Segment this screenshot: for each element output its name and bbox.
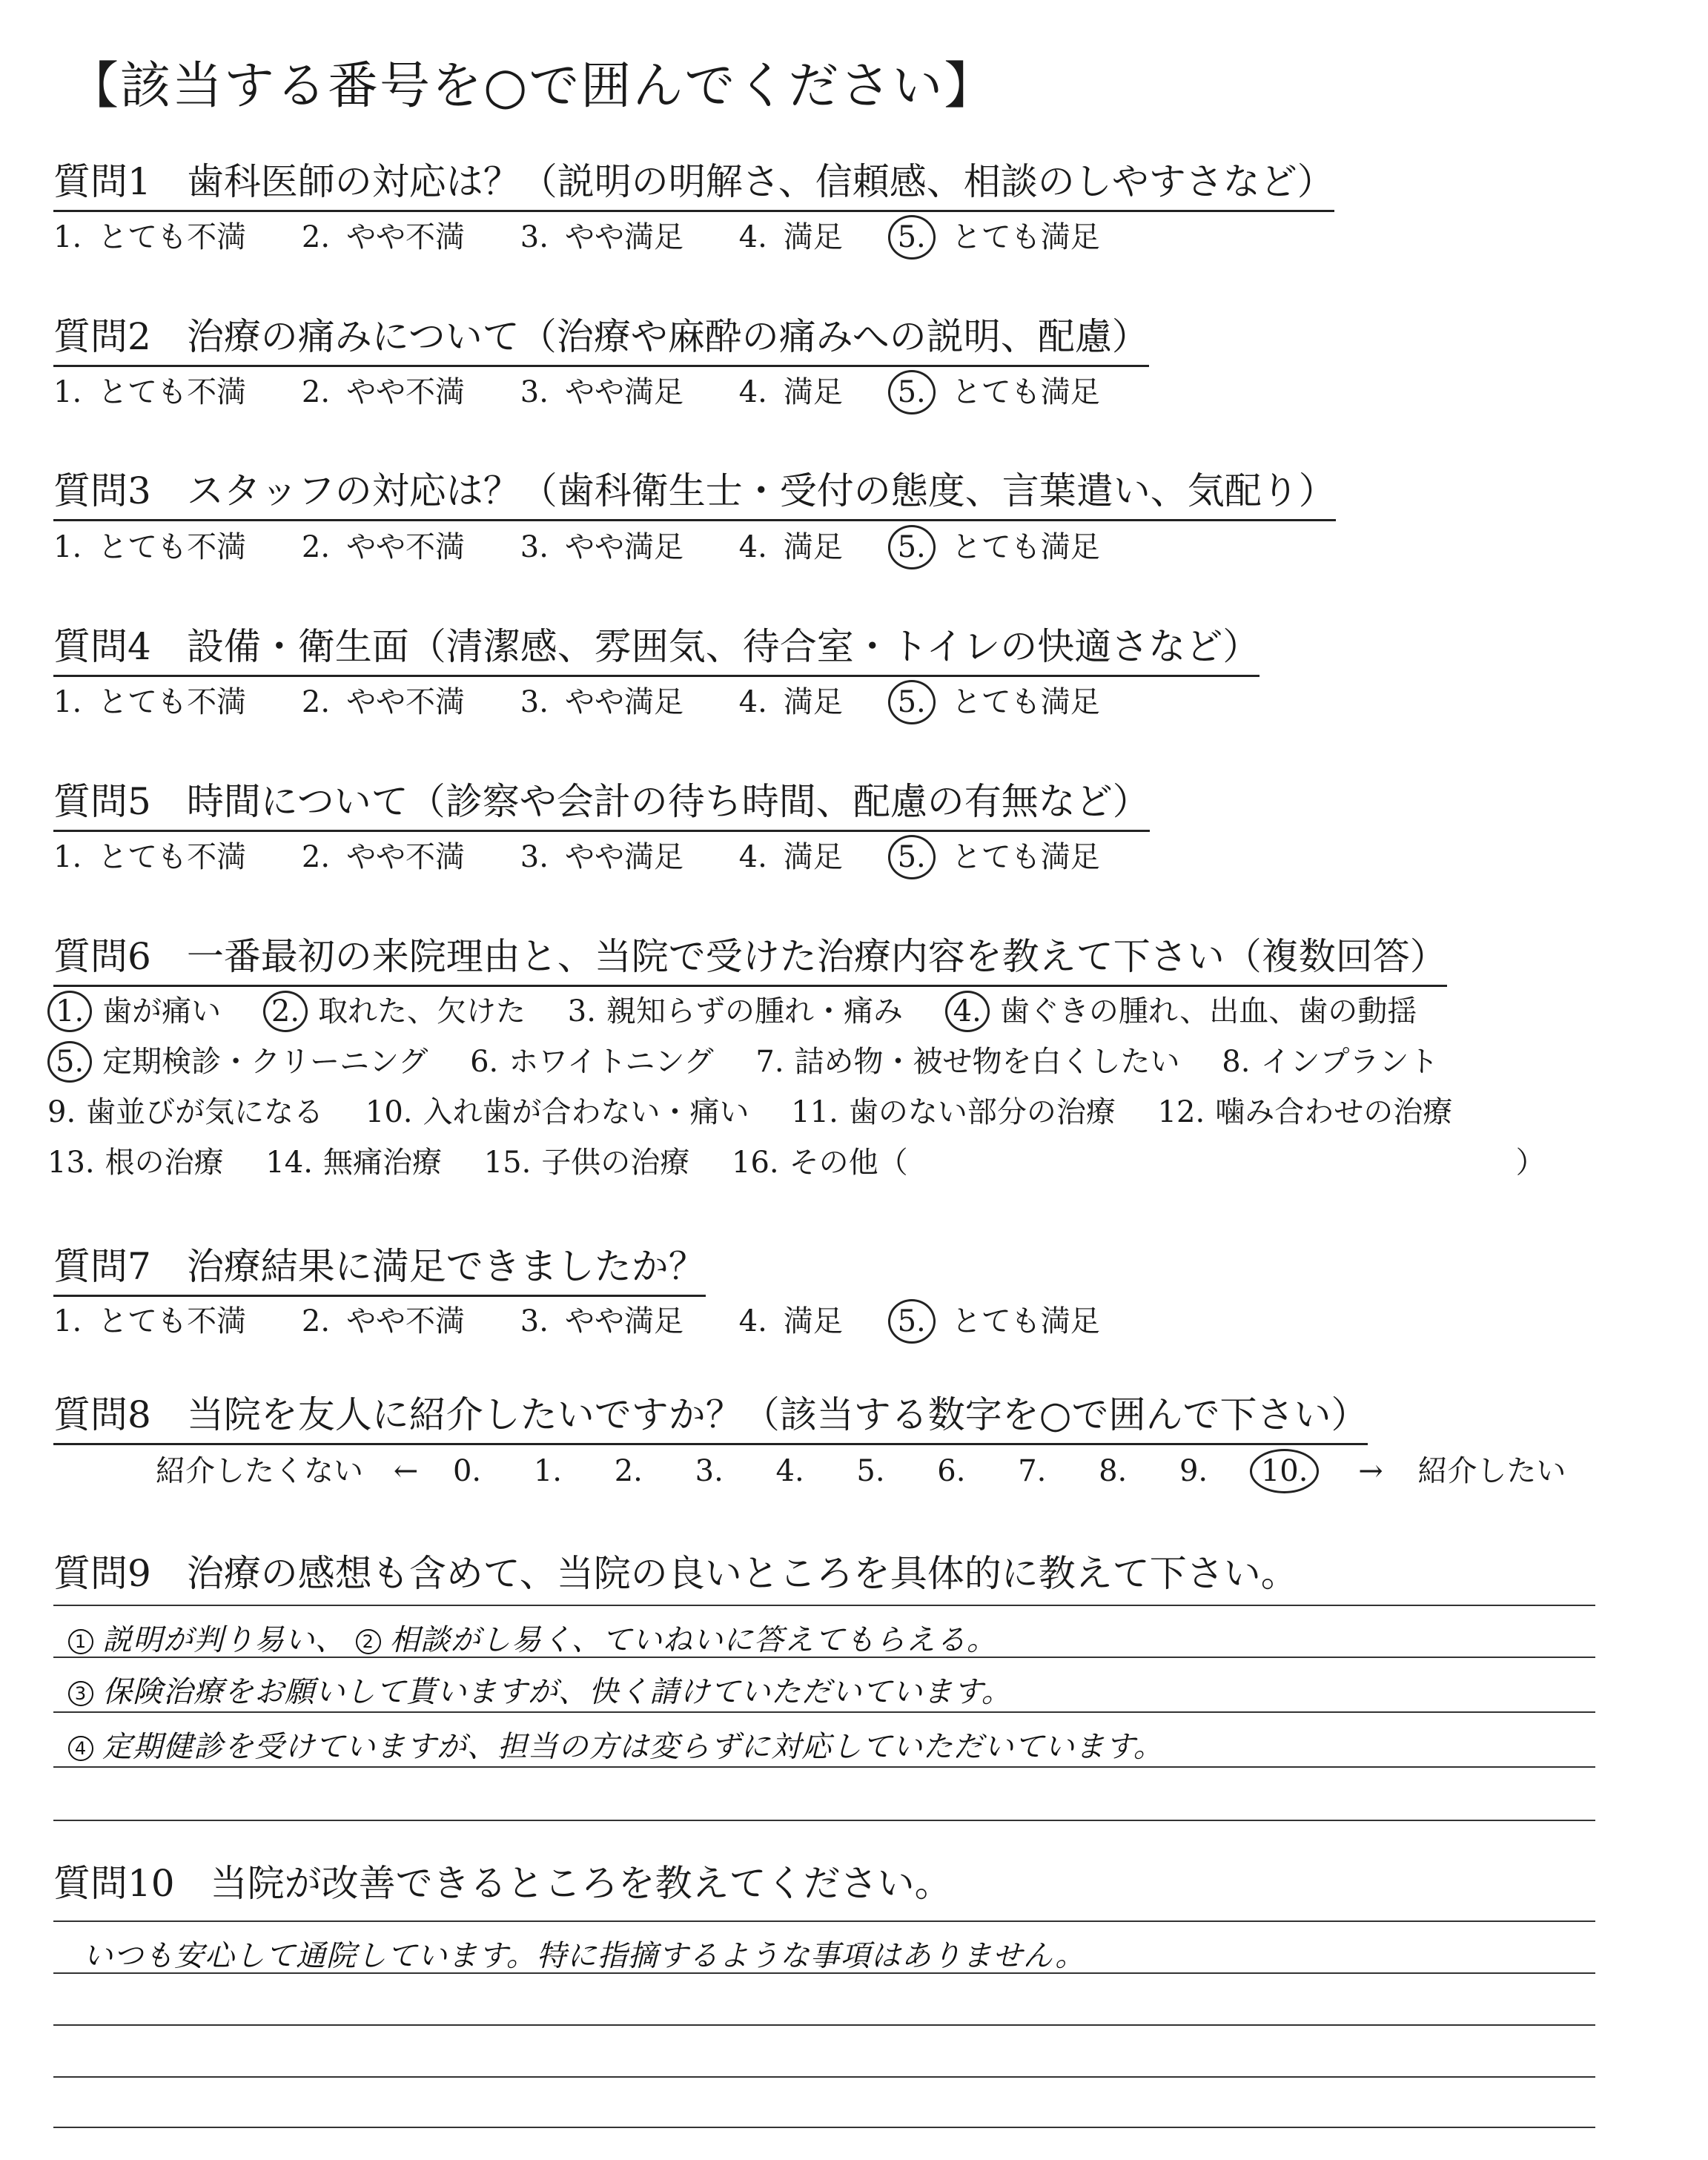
q7-option-3[interactable]: 3. やや満足 [520,1304,683,1338]
q2-option-2[interactable]: 2. やや不満 [301,375,466,409]
question-4-heading [53,617,1260,677]
q8-scale-2[interactable]: 2. [614,1454,643,1488]
q1-option-3[interactable]: 3. やや満足 [520,220,683,254]
question-8-text: 当院を友人に紹介したいですか？（該当する数字を○で囲んで下さい） [186,1393,1368,1436]
question-8-number: 質問8 [53,1393,151,1436]
question-1-choices [53,214,1146,260]
q5-option-1[interactable]: 1. とても不満 [53,840,247,874]
q9-answer-line-2[interactable]: 3 保険治療をお願いして貰いますが、快く請けていただいています。 [68,1668,1012,1711]
page-title: 【該当する番号を○で囲んでください】 [68,57,996,116]
question-10-text: 当院が改善できるところを教えてください。 [210,1862,952,1905]
q6-option-14[interactable]: 14. 無痛治療 [265,1146,442,1180]
q8-scale-0[interactable]: 0. [452,1454,482,1488]
q9-ruled-line [53,1766,1595,1768]
q2-option-1[interactable]: 1. とても不満 [53,375,247,409]
question-1-heading [53,152,1334,212]
q4-option-3[interactable]: 3. やや満足 [520,685,683,719]
q8-scale-8[interactable]: 8. [1099,1454,1128,1488]
q4-option-2[interactable]: 2. やや不満 [301,685,466,719]
q6-close-paren: ） [1515,1146,1546,1180]
q8-scale-9[interactable]: 9. [1179,1454,1208,1488]
q4-option-1[interactable]: 1. とても不満 [53,685,247,719]
q6-option-13[interactable]: 13. 根の治療 [47,1146,224,1180]
q8-scale-7[interactable]: 7. [1018,1454,1047,1488]
question-7-text: 治療結果に満足できましたか？ [186,1245,706,1288]
left-arrow-icon: ← [393,1454,419,1488]
q5-option-3[interactable]: 3. やや満足 [520,840,683,874]
q3-option-1[interactable]: 1. とても不満 [53,530,247,564]
q5-option-4[interactable]: 4. 満足 [738,840,843,874]
question-2-text: 治療の痛みについて（治療や麻酔の痛みへの説明、配慮） [186,315,1149,358]
q10-ruled-line [53,1920,1595,1922]
q1-option-1[interactable]: 1. とても不満 [53,220,247,254]
q7-option-5-selected[interactable]: 5. とても満足 [898,1298,1100,1344]
q9-mark-1: 1 [68,1629,93,1654]
q9-ruled-line [53,1711,1595,1713]
q6-row-1 [47,988,1449,1032]
q5-option-2[interactable]: 2. やや不満 [301,840,466,874]
q8-scale-3[interactable]: 3. [695,1454,724,1488]
q4-option-5-selected[interactable]: 5. とても満足 [898,678,1100,724]
right-arrow-icon: → [1358,1454,1383,1488]
q1-option-4[interactable]: 4. 満足 [738,220,843,254]
question-5-number: 質問5 [53,780,151,823]
q9-mark-4: 4 [68,1736,93,1761]
question-6-number: 質問6 [53,935,151,978]
q6-option-2-selected[interactable]: 2. 取れた、欠けた [263,988,526,1032]
question-7-number: 質問7 [53,1245,151,1288]
question-7-choices [53,1298,1146,1344]
question-5-heading [53,772,1150,832]
question-2-number: 質問2 [53,315,151,358]
q3-option-5-selected[interactable]: 5. とても満足 [898,524,1100,569]
question-10-number: 質問10 [53,1862,175,1905]
q8-scale-5[interactable]: 5. [856,1454,885,1488]
question-9-heading [53,1544,1298,1602]
q8-low-label: 紹介したくない [156,1454,363,1488]
question-5-text: 時間について（診察や会計の待ち時間、配慮の有無など） [186,780,1150,823]
q7-option-1[interactable]: 1. とても不満 [53,1304,247,1338]
q6-option-5-selected[interactable]: 5. 定期検診・クリーニング [47,1038,428,1083]
q9-ruled-line [53,1657,1595,1658]
question-2-choices [53,369,1146,415]
q6-option-1-selected[interactable]: 1. 歯が痛い [47,988,221,1032]
q6-row-4 [47,1139,1578,1181]
q6-option-15[interactable]: 15. 子供の治療 [483,1146,690,1180]
q9-answer-line-1[interactable]: 1 説明が判り易い、 2 相談がし易く、ていねいに答えてもらえる。 [68,1616,997,1659]
q6-option-6[interactable]: 6. ホワイトニング [470,1045,714,1079]
q3-option-3[interactable]: 3. やや満足 [520,530,683,564]
q5-option-5-selected[interactable]: 5. とても満足 [898,833,1100,879]
q7-option-4[interactable]: 4. 満足 [738,1304,843,1338]
question-3-heading [53,461,1336,521]
question-9-number: 質問9 [53,1552,151,1595]
q6-option-8[interactable]: 8. インプラント [1222,1045,1439,1079]
q8-high-label: 紹介したい [1417,1454,1566,1488]
question-1-number: 質問1 [53,160,151,203]
q1-option-5-selected[interactable]: 5. とても満足 [898,214,1100,260]
q9-answer-line-3[interactable]: 4 定期健診を受けていますが、担当の方は変らずに対応していただいています。 [68,1723,1164,1766]
question-7-heading [53,1237,706,1297]
q6-row-2 [47,1038,1471,1083]
q4-option-4[interactable]: 4. 満足 [738,685,843,719]
q2-option-3[interactable]: 3. やや満足 [520,375,683,409]
question-2-heading [53,307,1149,367]
q6-option-9[interactable]: 9. 歯並びが気になる [47,1095,324,1129]
q10-ruled-line [53,2076,1595,2078]
q2-option-4[interactable]: 4. 満足 [738,375,843,409]
question-3-text: スタッフの対応は？（歯科衛生士・受付の態度、言葉遣い、気配り） [186,469,1336,512]
q6-row-3 [47,1089,1485,1131]
q9-mark-3: 3 [68,1681,93,1706]
q6-option-4-selected[interactable]: 4. 歯ぐきの腫れ、出血、歯の動揺 [945,988,1417,1032]
q2-option-5-selected[interactable]: 5. とても満足 [898,369,1100,415]
q8-scale-4[interactable]: 4. [775,1454,804,1488]
q10-ruled-line [53,2024,1595,2026]
q9-ruled-line [53,1605,1595,1606]
q6-option-16-other[interactable]: 16. その他（ ） [732,1146,1546,1180]
q6-option-11[interactable]: 11. 歯のない部分の治療 [791,1095,1116,1129]
q8-recommend-scale [156,1447,1566,1493]
q9-ruled-line [53,1820,1595,1821]
question-4-number: 質問4 [53,625,151,668]
question-9-text: 治療の感想も含めて、当院の良いところを具体的に教えて下さい。 [186,1552,1298,1595]
q8-scale-6[interactable]: 6. [937,1454,966,1488]
question-6-text: 一番最初の来院理由と、当院で受けた治療内容を教えて下さい（複数回答） [186,935,1447,978]
q10-ruled-line [53,1972,1595,1974]
q8-scale-1[interactable]: 1. [533,1454,563,1488]
question-5-choices [53,833,1146,879]
q6-option-12[interactable]: 12. 噛み合わせの治療 [1157,1095,1453,1129]
q3-option-4[interactable]: 4. 満足 [738,530,843,564]
question-3-choices [53,524,1146,569]
q6-option-7[interactable]: 7. 詰め物・被せ物を白くしたい [755,1045,1180,1079]
q6-option-10[interactable]: 10. 入れ歯が合わない・痛い [365,1095,749,1129]
q7-option-2[interactable]: 2. やや不満 [301,1304,466,1338]
q10-ruled-line [53,2127,1595,2128]
question-8-heading [53,1385,1368,1445]
question-1-text: 歯科医師の対応は？（説明の明解さ、信頼感、相談のしやすさなど） [186,160,1334,203]
question-4-text: 設備・衛生面（清潔感、雰囲気、待合室・トイレの快適さなど） [186,625,1260,668]
q9-mark-2: 2 [356,1629,381,1654]
question-6-heading [53,927,1447,987]
q10-answer-line-1[interactable]: いつも安心して通院しています。特に指摘するような事項はありません。 [83,1939,1086,1973]
question-3-number: 質問3 [53,469,151,512]
q3-option-2[interactable]: 2. やや不満 [301,530,466,564]
q8-scale-10-selected[interactable]: 10. [1250,1449,1320,1493]
q1-option-2[interactable]: 2. やや不満 [301,220,466,254]
question-10-heading [53,1854,952,1912]
q6-option-3[interactable]: 3. 親知らずの腫れ・痛み [567,994,903,1028]
question-4-choices [53,678,1146,724]
